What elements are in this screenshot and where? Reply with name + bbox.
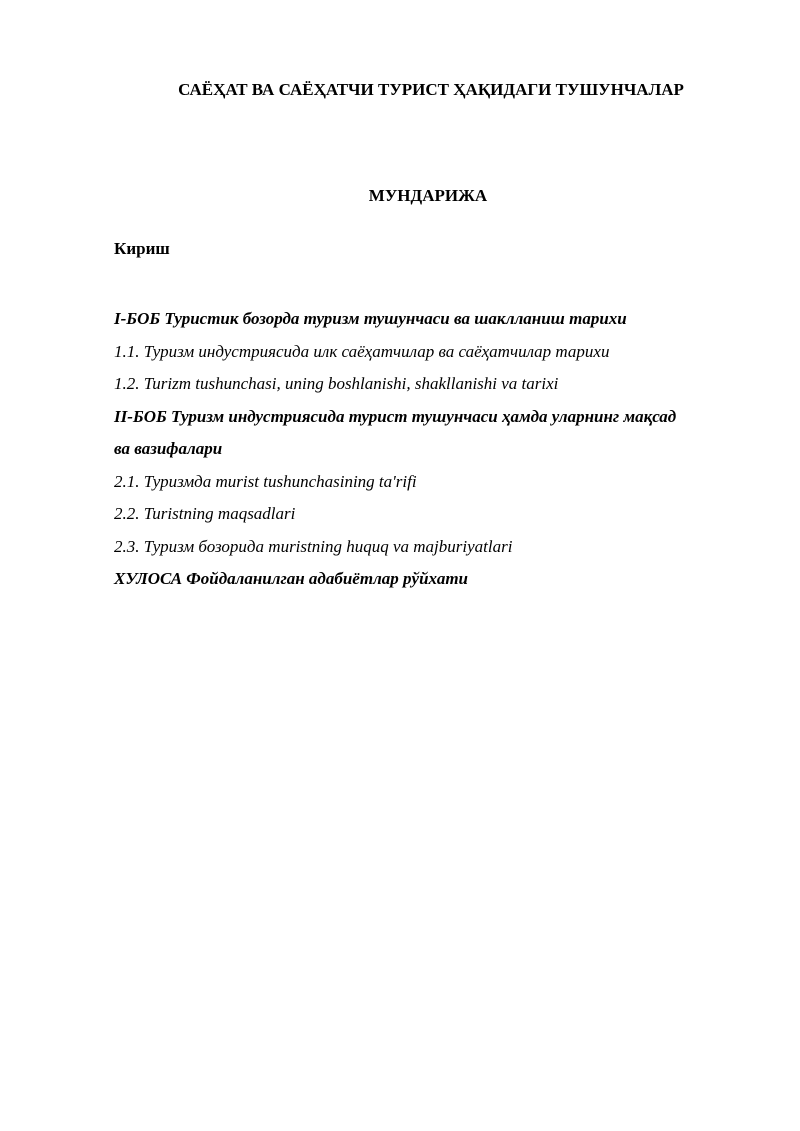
toc-section-1-1: 1.1. Туризм индустриясида илк саёҳатчилар ва саёҳатчилар тарихи [114,341,610,361]
toc-chapter-2: II-БОБ Туризм индустриясида турист тушунчаси ҳамда уларнинг мақсад [114,406,677,426]
toc-heading: МУНДАРИЖА [368,186,488,205]
toc-list [114,303,754,596]
toc-section-2-3: 2.3. Туризм бозорида muristning huquq va majburiyatlari [114,536,513,556]
toc-chapter-2-continued: ва вазифалари [114,439,223,458]
toc-item-intro: Кириш [114,239,170,258]
toc-conclusion: ХУЛОСА Фойдаланилган адабиётлар рўйхати [114,569,468,588]
toc-section-2-1: 2.1. Туризмда murist tushunchasining ta'rifi [114,471,417,491]
toc-chapter-1: I-БОБ Туристик бозорда туризм тушунчаси ва шаклланиш тарихи [114,309,627,328]
toc-section-1-2: 1.2. Turizm tushunchasi, uning boshlanishi, shakllanishi va tarixi [114,374,559,393]
toc-section-2-2: 2.2. Turistning maqsadlari [114,504,296,523]
document-title: САЁҲАТ ВА САЁҲАТЧИ ТУРИСТ ҲАҚИДАГИ ТУШУНЧАЛАР [178,80,684,99]
